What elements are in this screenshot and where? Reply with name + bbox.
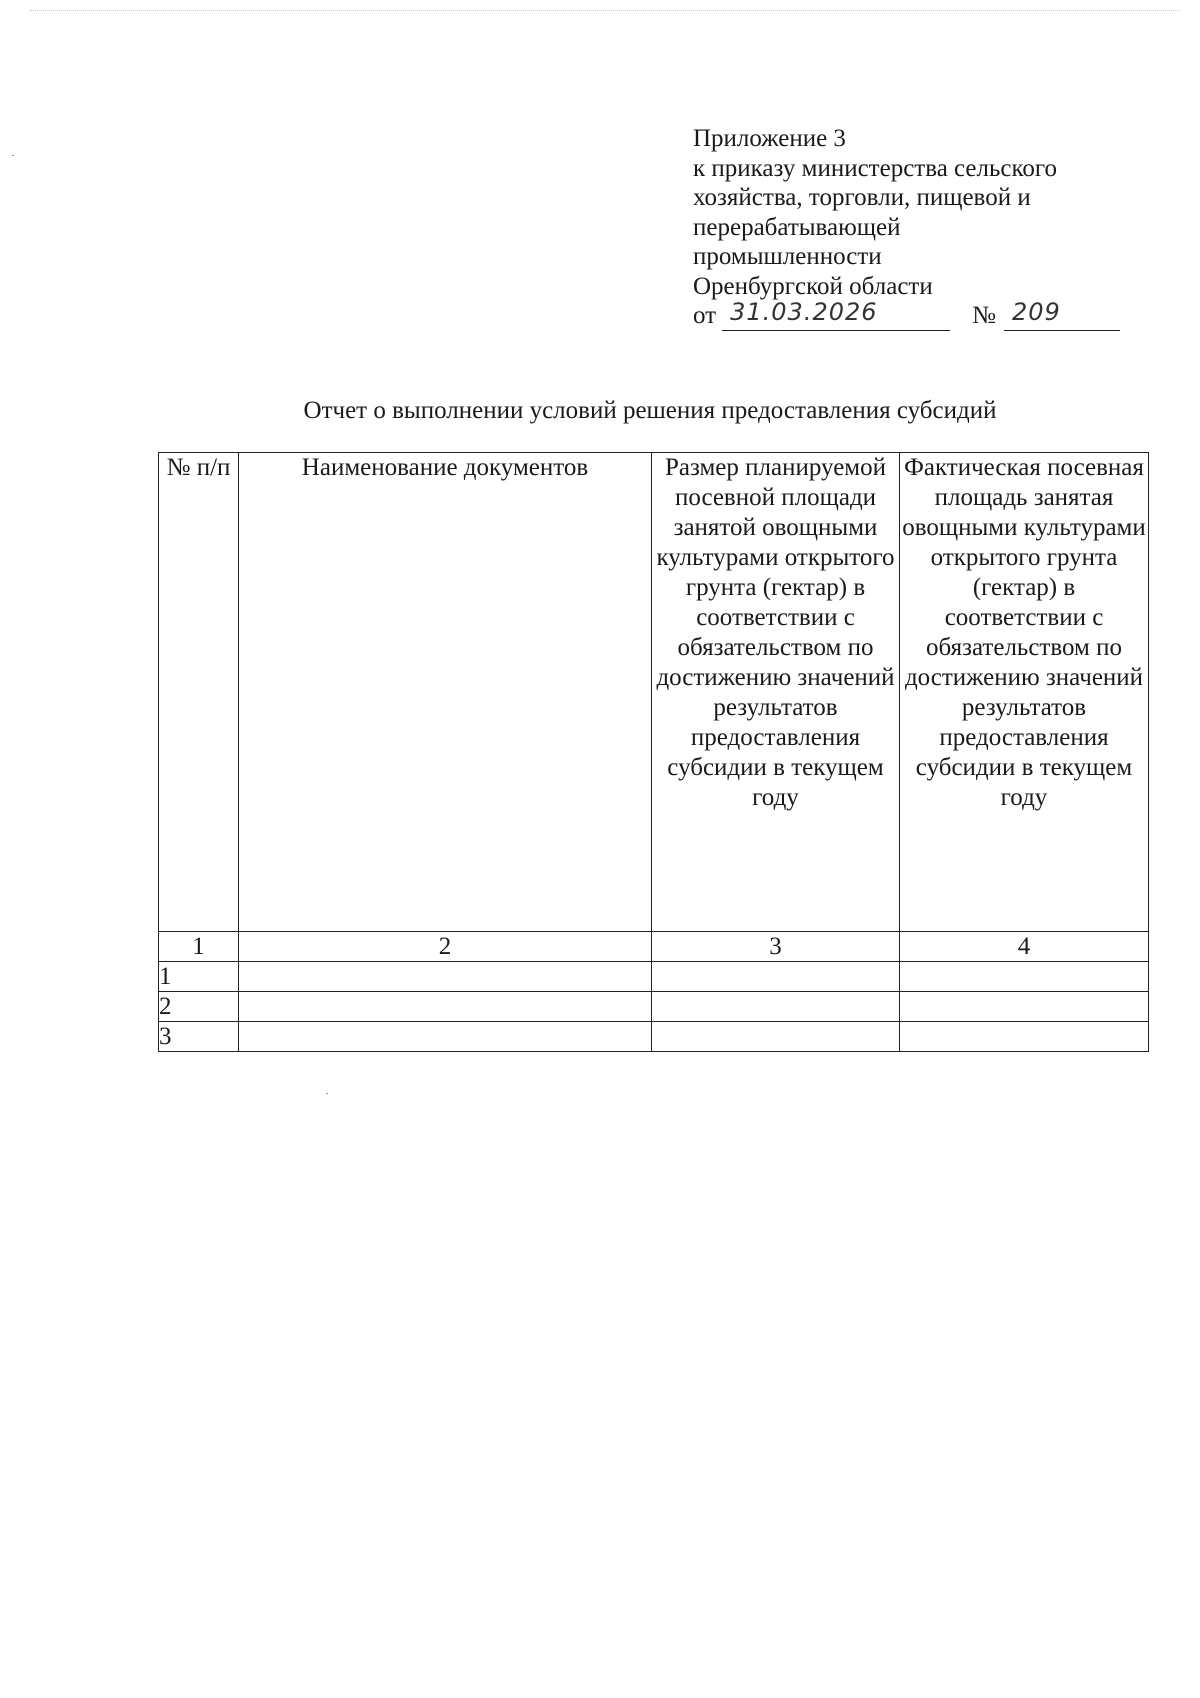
header-actual-area: Фактическая посевная площадь занятая овощными культурами открытого грунта (гектар) в соответствии с обязательством по достижению значений результатов предоставления субсидии в текущем году: [900, 453, 1149, 932]
table-cell: [652, 992, 900, 1022]
row-number: 2: [159, 992, 239, 1022]
table-cell: [900, 992, 1149, 1022]
header-number: № п/п: [159, 453, 239, 932]
number-field: [1004, 298, 1120, 331]
column-number: 2: [239, 932, 652, 962]
table-header-row: [159, 453, 1149, 932]
header-document-name: Наименование документов: [239, 453, 652, 932]
table-cell: [239, 992, 652, 1022]
column-number: 1: [159, 932, 239, 962]
row-number: 1: [159, 962, 239, 992]
handwritten-number: 209: [1011, 298, 1061, 326]
date-field: [722, 298, 950, 331]
appendix-line: перерабатывающей: [693, 213, 901, 241]
row-number: 3: [159, 1022, 239, 1052]
table-cell: [239, 1022, 652, 1052]
from-label: от: [693, 302, 717, 329]
appendix-line: хозяйства, торговли, пищевой и: [693, 184, 1031, 211]
number-label: №: [972, 302, 996, 329]
appendix-block: [693, 124, 1163, 331]
appendix-line: Оренбургской области: [693, 272, 933, 300]
order-reference: [693, 298, 1163, 331]
table-row: [159, 1022, 1149, 1052]
table-row: [159, 992, 1149, 1022]
table-row: [159, 962, 1149, 992]
scan-speck: [326, 1093, 328, 1094]
appendix-line: к приказу министерства сельского: [693, 154, 1058, 182]
header-planned-area: Размер планируемой посевной площади занятой овощными культурами открытого грунта (гектар) в соответствии с обязательством по достижению значений результатов предоставления субсидии в текущем году: [652, 453, 900, 932]
table-cell: [900, 962, 1149, 992]
report-title: Отчет о выполнении условий решения предоставления субсидий: [303, 397, 997, 424]
column-number: 4: [900, 932, 1149, 962]
table-cell: [900, 1022, 1149, 1052]
handwritten-date: 31.03.2026: [730, 298, 878, 326]
appendix-line: промышленности: [693, 243, 882, 270]
report-table: [158, 452, 1149, 1052]
column-number: 3: [652, 932, 900, 962]
table-cell: [652, 962, 900, 992]
column-number-row: [159, 932, 1149, 962]
scan-edge-line: [30, 10, 1180, 11]
appendix-line: Приложение 3: [693, 125, 846, 152]
table-cell: [239, 962, 652, 992]
table-cell: [652, 1022, 900, 1052]
scan-speck: [12, 155, 14, 156]
